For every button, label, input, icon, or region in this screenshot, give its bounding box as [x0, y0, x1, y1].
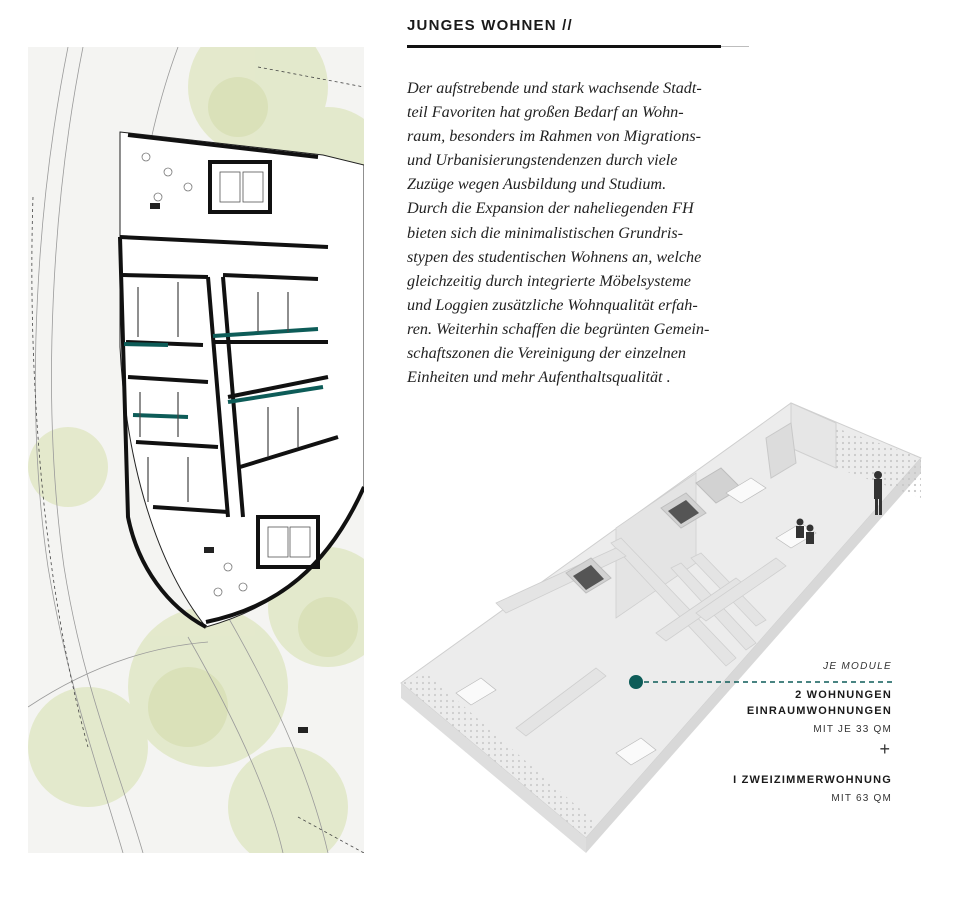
legend-plus-sign: + [879, 739, 890, 759]
text-line: teil Favoriten hat großen Bedarf an Wohn- [407, 103, 684, 122]
heading-underline [407, 45, 721, 48]
text-line: ren. Weiterhin schaffen die begrünten Gemein- [407, 319, 710, 338]
heading-underline-tail [721, 46, 749, 47]
text-line: und Urbanisierungstendenzen durch viele [407, 151, 678, 170]
text-line: raum, besonders im Rahmen von Migrations- [407, 127, 702, 146]
description-paragraph [407, 76, 752, 389]
legend-two-room-size: MIT 63 QM [831, 793, 892, 804]
legend-apartments-count: 2 WOHNUNGEN [795, 689, 892, 701]
text-line: Der aufstrebende und stark wachsende Stadt- [407, 79, 702, 97]
text-line: bieten sich die minimalistischen Grundris- [407, 223, 684, 242]
legend-module-label: JE MODULE [823, 661, 892, 672]
text-line: und Loggien zusätzliche Wohnqualität erfah- [407, 295, 698, 314]
text-line: Durch die Expansion der naheliegenden FH [407, 199, 694, 218]
floor-plan-image [28, 47, 364, 853]
text-line: stypen des studentischen Wohnens an, welche [407, 247, 702, 266]
legend-two-room-apartment: I ZWEIZIMMERWOHNUNG [733, 774, 892, 786]
section-heading: JUNGES WOHNEN // [407, 17, 573, 34]
module-marker-dot [629, 675, 643, 689]
text-line: gleichzeitig durch integrierte Möbelsysteme [407, 271, 691, 290]
axonometric-module-image [396, 398, 926, 858]
text-line: Einheiten und mehr Aufenthaltsqualität . [407, 368, 671, 387]
legend-apartment-size: MIT JE 33 QM [813, 724, 892, 735]
text-line: Zuzüge wegen Ausbildung und Studium. [407, 175, 667, 194]
text-line: schaftszonen die Vereinigung der einzelnen [407, 344, 687, 363]
legend-apartment-type: EINRAUMWOHNUNGEN [746, 705, 892, 717]
